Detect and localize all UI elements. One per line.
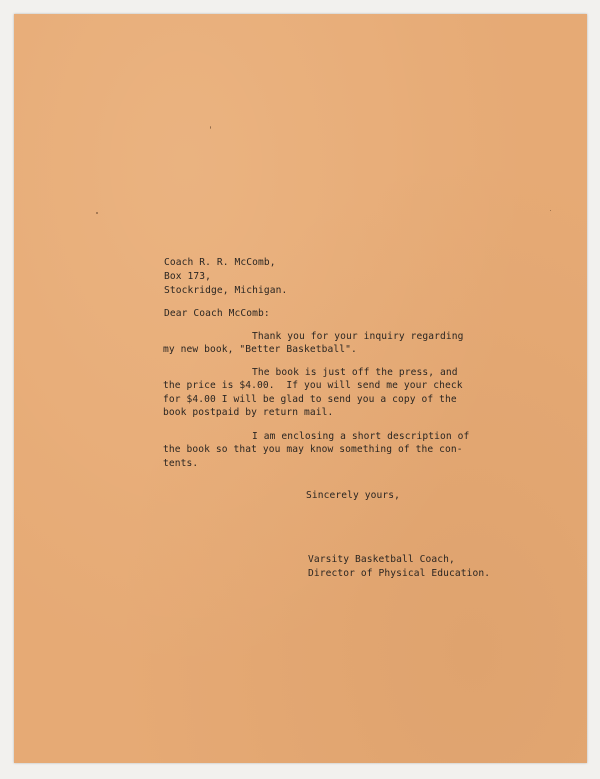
address-line: Box 173, [164, 271, 212, 282]
body-line: I am enclosing a short description of [252, 431, 470, 442]
signature-line: Director of Physical Education. [308, 568, 491, 579]
paper-speck [550, 210, 551, 211]
body-line: The book is just off the press, and [252, 367, 458, 378]
address-line: Coach R. R. McComb, [164, 257, 276, 268]
body-line: the price is $4.00. If you will send me your check [163, 380, 463, 391]
address-line: Stockridge, Michigan. [164, 285, 288, 296]
letter-sheet [14, 14, 587, 763]
paper-speck [96, 212, 98, 214]
body-line: book postpaid by return mail. [163, 407, 334, 418]
closing: Sincerely yours, [306, 490, 401, 501]
paper-speck [210, 126, 211, 129]
body-line: for $4.00 I will be glad to send you a copy of the [163, 394, 457, 405]
body-line: the book so that you may know something of the con- [163, 444, 463, 455]
salutation: Dear Coach McComb: [164, 308, 270, 319]
body-line: tents. [163, 458, 199, 469]
body-line: Thank you for your inquiry regarding [252, 331, 464, 342]
body-line: my new book, "Better Basketball". [163, 344, 357, 355]
signature-line: Varsity Basketball Coach, [308, 554, 455, 565]
